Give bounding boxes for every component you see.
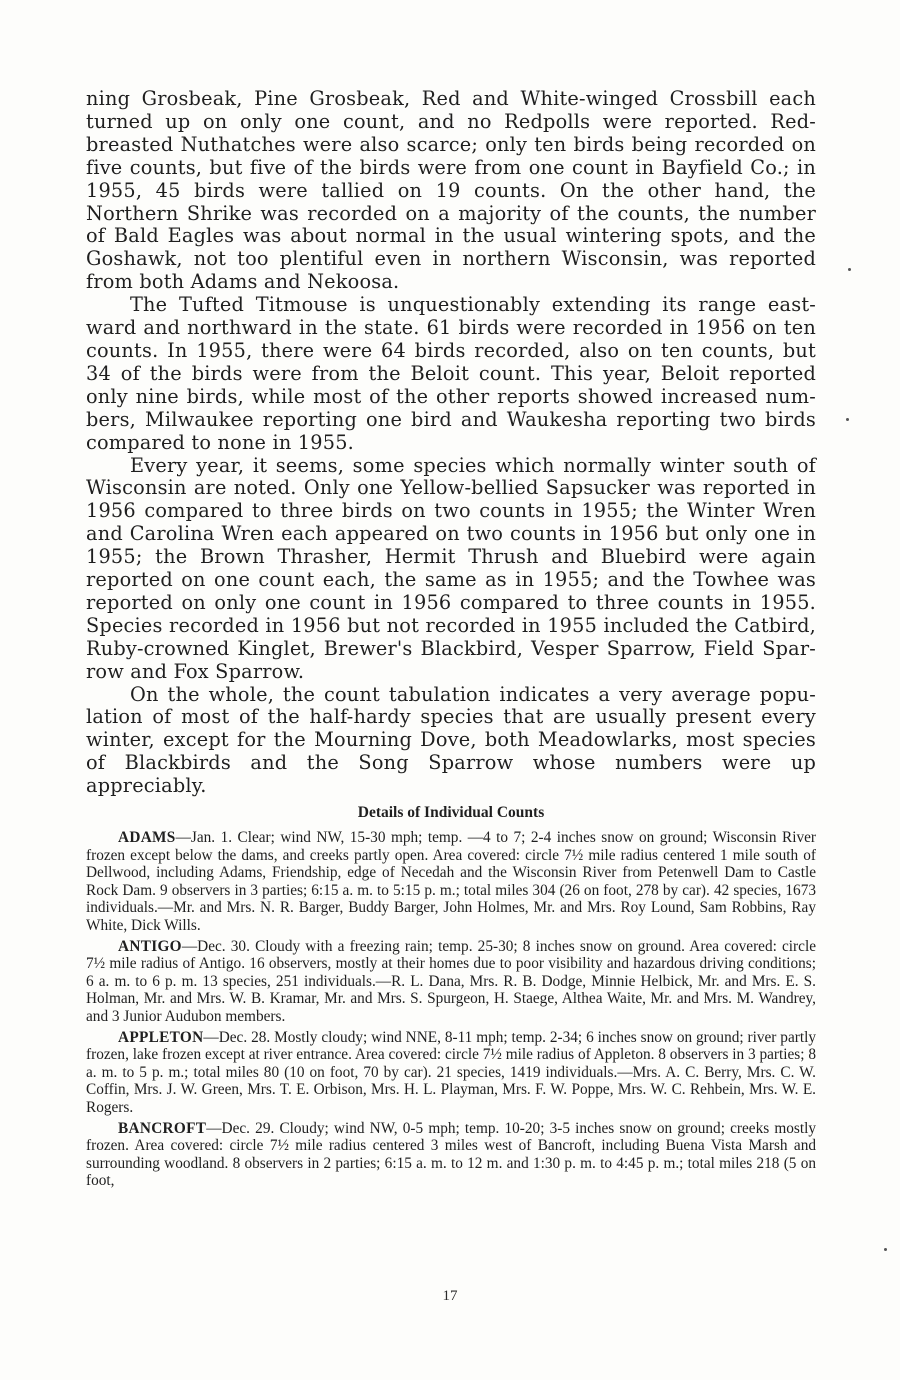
section-heading: Details of Individual Counts xyxy=(357,804,545,821)
body-text xyxy=(86,88,816,798)
count-text: —Dec. 29. Cloudy; wind NW, 0-5 mph; temp. 10-20; 3-5 inches snow on ground; creeks mostly frozen. Area covered: circle 7½ mile radius centered 3 miles west of Bancroft, including Buena Vista Marsh and surrounding woodland. 8 observers in 2 parties; 6:15 a. m. to 12 m. and 1:30 p. m. to 4:45 p. m.; total miles 218 (5 on foot, xyxy=(86,1119,816,1190)
count-details xyxy=(86,829,816,1193)
count-entry-antigo xyxy=(86,938,816,1026)
count-text: —Jan. 1. Clear; wind NW, 15-30 mph; temp. —4 to 7; 2-4 inches snow on ground; Wisconsin River frozen except below the dams, and creeks partly open. Area covered: circle 7½ mile radius centered 1 mile south of Dellwood, including Adams, Friendship, edge of Necedah and the Wisconsin River from Petenwell Dam to Castle Rock Dam. 9 observers in 3 parties; 6:15 a. m. to 5:15 p. m.; total miles 304 (26 on foot, 278 by car). 42 species, 1673 individuals.—Mr. and Mrs. N. R. Barger, Buddy Barger, John Holmes, Mr. and Mrs. Roy Lound, Sam Robbins, Ray White, Dick Wills. xyxy=(86,829,816,934)
paragraph-southern-species: Every year, it seems, some species which normally winter south of Wisconsin are noted. Only one Yellow-bellied Sapsucker was reported in 1956 compared to three birds on two counts in 1955; the Winter Wren and Carolina Wren each appeared on two counts in 1956 but only one in 1955; the Brown Thrasher, Hermit Thrush and Bluebird were again reported on one count each, the same as in 1955; and the Towhee was reported on only one count in 1956 compared to three counts in 1955. Species recorded in 1956 but not recorded in 1955 included the Catbird, Ruby-crowned Kinglet, Brewer's Blackbird, Vesper Sparrow, Field Spar-row and Fox Sparrow. xyxy=(86,453,816,683)
scan-speck xyxy=(846,418,849,421)
count-entry-appleton xyxy=(86,1029,816,1117)
count-entry-adams xyxy=(86,829,816,935)
count-name: ADAMS xyxy=(118,829,176,846)
paragraph-continued: ning Grosbeak, Pine Grosbeak, Red and White-winged Crossbill each turned up on only one count, and no Redpolls were reported. Red-breasted Nuthatches were also scarce; only ten birds being recorded on five counts, but five of the birds were from one count in Bayfield Co.; in 1955, 45 birds were tallied on 19 counts. On the other hand, the Northern Shrike was recorded on a majority of the counts, the number of Bald Eagles was about normal in the usual wintering spots, and the Goshawk, not too plentiful even in northern Wisconsin, was reported from both Adams and Nekoosa. xyxy=(86,87,816,294)
page-number: 17 xyxy=(442,1288,458,1304)
scan-speck xyxy=(884,1248,887,1251)
count-entry-bancroft xyxy=(86,1120,816,1190)
count-text: —Dec. 28. Mostly cloudy; wind NNE, 8-11 mph; temp. 2-34; 6 inches snow on ground; river partly frozen, lake frozen except at river entrance. Area covered: circle 7½ mile radius of Appleton. 8 observers in 3 parties; 8 a. m. to 5 p. m.; total miles 80 (10 on foot, 70 by car). 21 species, 1419 individuals.—Mrs. A. C. Berry, Mrs. C. W. Coffin, Mrs. J. W. Green, Mrs. T. E. Orbison, Mrs. H. L. Playman, Mrs. F. W. Poppe, Mrs. W. C. Rehbein, Mrs. W. E. Rogers. xyxy=(86,1028,816,1116)
paragraph-summary: On the whole, the count tabulation indicates a very average popu-lation of most of the half-hardy species that are usually present every winter, except for the Mourning Dove, both Meadowlarks, most species of Blackbirds and the Song Sparrow whose numbers were up appreciably. xyxy=(86,682,816,798)
count-name: BANCROFT xyxy=(118,1119,207,1137)
count-name: ANTIGO xyxy=(118,937,182,955)
count-text: —Dec. 30. Cloudy with a freezing rain; temp. 25-30; 8 inches snow on ground. Area covered: circle 7½ mile radius of Antigo. 16 observers, mostly at their homes due to poor visibility and hazardous driving conditions; 6 a. m. to 6 p. m. 13 species, 251 individuals.—R. L. Dana, Mrs. R. B. Dodge, Minnie Helbick, Mr. and Mrs. E. S. Holman, Mr. and Mrs. W. B. Kramar, Mr. and Mrs. S. Spurgeon, H. Staege, Althea Waite, Mr. and Mrs. M. Wandrey, and 3 Junior Audubon members. xyxy=(86,937,816,1025)
scan-speck xyxy=(848,268,851,271)
paragraph-titmouse: The Tufted Titmouse is unquestionably extending its range east-ward and northward in the state. 61 birds were recorded in 1956 on ten counts. In 1955, there were 64 birds recorded, also on ten counts, but 34 of the birds were from the Beloit count. This year, Beloit reported only nine birds, while most of the other reports showed increased num-bers, Milwaukee reporting one bird and Waukesha reporting two birds compared to none in 1955. xyxy=(86,293,816,454)
count-name: APPLETON xyxy=(118,1028,204,1046)
